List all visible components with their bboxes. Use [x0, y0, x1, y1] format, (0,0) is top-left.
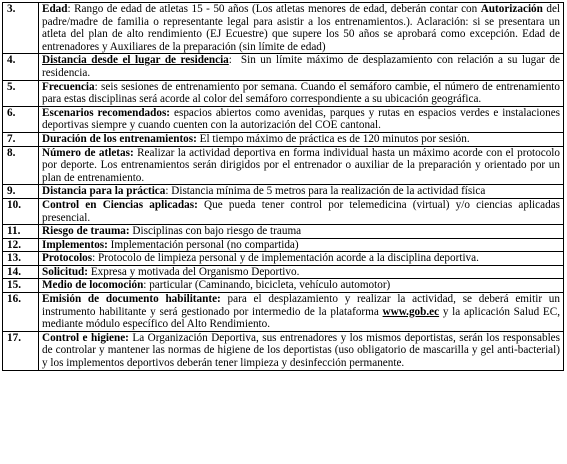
row-title: Riesgo de trauma:: [42, 225, 130, 238]
row-title: Edad: [42, 3, 68, 15]
row-number: 10.: [3, 198, 39, 224]
row-content: [39, 198, 564, 224]
row-number: 5.: [3, 80, 39, 106]
row-text: Rango de edad de atletas 15 - 50 años (Los atletas menores de edad, deberán contar con: [74, 3, 481, 15]
row-title: Medio de locomoción: [42, 279, 144, 292]
requirement-row: [3, 238, 564, 252]
row-text: del padre/madre de familia o representante legal para asistir a los entrenamientos.). Aclaración: si se presentara un atleta del plan de alto rendimiento (EJ Ecuestre) que supere los 50 años se aprobará como excepción. Edad de entrenadores y Auxiliares de la preparación (sin límite de edad): [42, 3, 561, 53]
row-title: Emisión de documento habilitante:: [42, 293, 221, 306]
row-number: 13.: [3, 252, 39, 266]
row-title: Distancia desde el lugar de residencia: [42, 54, 229, 67]
row-number: 9.: [3, 185, 39, 199]
requirement-row: [3, 252, 564, 266]
row-number: 7.: [3, 132, 39, 146]
row-text: Protocolo de limpieza personal y de implementación acorde a la disciplina deportiva.: [98, 252, 479, 265]
requirement-row: [3, 265, 564, 279]
row-number: 8.: [3, 146, 39, 185]
row-text: El tiempo máximo de práctica es de 120 minutos por sesión.: [199, 132, 470, 145]
row-content: Edad: Rango de edad de atletas 15 - 50 años (Los atletas menores de edad, deberán contar con Autorización del padre/madre de familia o representante legal para asistir a los entrenamientos.). Aclaración: si se presentara un atleta del plan de alto rendimiento (EJ Ecuestre) que supere los 50 años se aprobará como excepción. Edad de entrenadores y Auxiliares de la preparación (sin límite de edad): [39, 3, 564, 54]
row-title: Distancia para la práctica: [42, 185, 166, 198]
row-text: particular (Caminando, bicicleta, vehículo automotor): [149, 279, 391, 292]
row-number: 12.: [3, 238, 39, 252]
row-number: 15.: [3, 279, 39, 293]
requirement-row: [3, 54, 564, 80]
row-text: Expresa y motivada del Organismo Deportivo.: [90, 265, 300, 278]
row-content: [39, 146, 564, 185]
requirement-row: [3, 225, 564, 239]
row-content: [39, 265, 564, 279]
row-number: 14.: [3, 265, 39, 279]
row-title: Control e higiene:: [42, 331, 129, 344]
requirement-row: [3, 198, 564, 224]
row-content: [39, 293, 564, 332]
row-text: espacios abiertos como avenidas, parques y rutas en espacios verdes e instalaciones deportivas siempre y cuando cuenten con la autorización del COE cantonal.: [42, 106, 561, 132]
row-number: 11.: [3, 225, 39, 239]
requirement-row: [3, 146, 564, 185]
row-text: y la aplicación Salud EC, mediante módulo específico del Alto Rendimiento.: [42, 305, 560, 331]
row-text: Sin un límite máximo de desplazamiento con relación a su lugar de residencia.: [42, 54, 560, 79]
requirement-row: [3, 3, 564, 54]
row-title: Control en Ciencias aplicadas:: [42, 198, 198, 211]
row-title: Escenarios recomendados:: [42, 106, 171, 119]
requirements-table: [2, 2, 564, 371]
row-text: Distancia mínima de 5 metros para la realización de la actividad física: [171, 185, 486, 198]
requirement-row: [3, 331, 564, 370]
row-text: La Organización Deportiva, sus entrenadores y los mismos deportistas, serán los responsables de controlar y mantener las normas de higiene de los deportistas (uso obligatorio de mascarilla y gel anti-bacterial) y los implementos deportivos deberán tener limpieza y desinfección permanente.: [42, 331, 561, 370]
requirement-row: [3, 185, 564, 199]
row-content: [39, 225, 564, 239]
row-title: Frecuencia: [42, 80, 95, 93]
row-content: Distancia para la práctica: Distancia mínima de 5 metros para la realización de la actividad física: [39, 185, 564, 199]
row-content: Frecuencia: seis sesiones de entrenamiento por semana. Cuando el semáforo cambie, el número de entrenamiento para estas disciplinas será acorde al color del semáforo correspondiente a su ubicación geográfica.: [39, 80, 564, 106]
requirements-document: [2, 2, 564, 371]
row-number: 17.: [3, 331, 39, 370]
row-title: Duración de los entrenamientos:: [42, 132, 197, 145]
row-content: [39, 238, 564, 252]
row-title: Solicitud:: [42, 265, 89, 278]
row-number: 3.: [3, 3, 39, 54]
row-content: Distancia desde el lugar de residencia: Sin un límite máximo de desplazamiento con relación a su lugar de residencia.: [39, 54, 564, 80]
row-text: Realizar la actividad deportiva en forma individual hasta un máximo acorde con el protocolo por deporte. Los entrenamientos serán dirigidos por el entrenador o auxiliar de la preparación y orientado por un plan de entrenamiento.: [42, 146, 560, 184]
row-text: Implementación personal (no compartida): [110, 238, 299, 251]
row-number: 4.: [3, 54, 39, 80]
row-number: 6.: [3, 106, 39, 132]
row-text: seis sesiones de entrenamiento por semana. Cuando el semáforo cambie, el número de entrenamiento para estas disciplinas será acorde al color del semáforo correspondiente a su ubicación geográfica.: [42, 80, 560, 106]
row-number: 16.: [3, 293, 39, 332]
website-link[interactable]: www.gob.ec: [382, 305, 440, 318]
row-title: Implementos:: [42, 238, 108, 251]
row-bold-text: Autorización: [480, 3, 543, 15]
requirement-row: [3, 293, 564, 332]
row-text: Disciplinas con bajo riesgo de trauma: [132, 225, 302, 238]
row-title: Número de atletas:: [42, 146, 134, 159]
row-content: [39, 331, 564, 370]
row-content: Protocolos: Protocolo de limpieza personal y de implementación acorde a la disciplina deportiva.: [39, 252, 564, 266]
row-content: [39, 106, 564, 132]
requirement-row: [3, 279, 564, 293]
requirement-row: [3, 106, 564, 132]
row-content: [39, 132, 564, 146]
row-text: para el desplazamiento y realizar la actividad, se deberá emitir un instrumento habilitante y será gestionado por intermedio de la plataforma: [42, 293, 560, 318]
row-content: Medio de locomoción: particular (Caminando, bicicleta, vehículo automotor): [39, 279, 564, 293]
row-title: Protocolos: [42, 252, 93, 265]
row-text: Que pueda tener control por telemedicina (virtual) y/o ciencias aplicadas presencial.: [42, 198, 561, 224]
requirement-row: [3, 80, 564, 106]
requirement-row: [3, 132, 564, 146]
